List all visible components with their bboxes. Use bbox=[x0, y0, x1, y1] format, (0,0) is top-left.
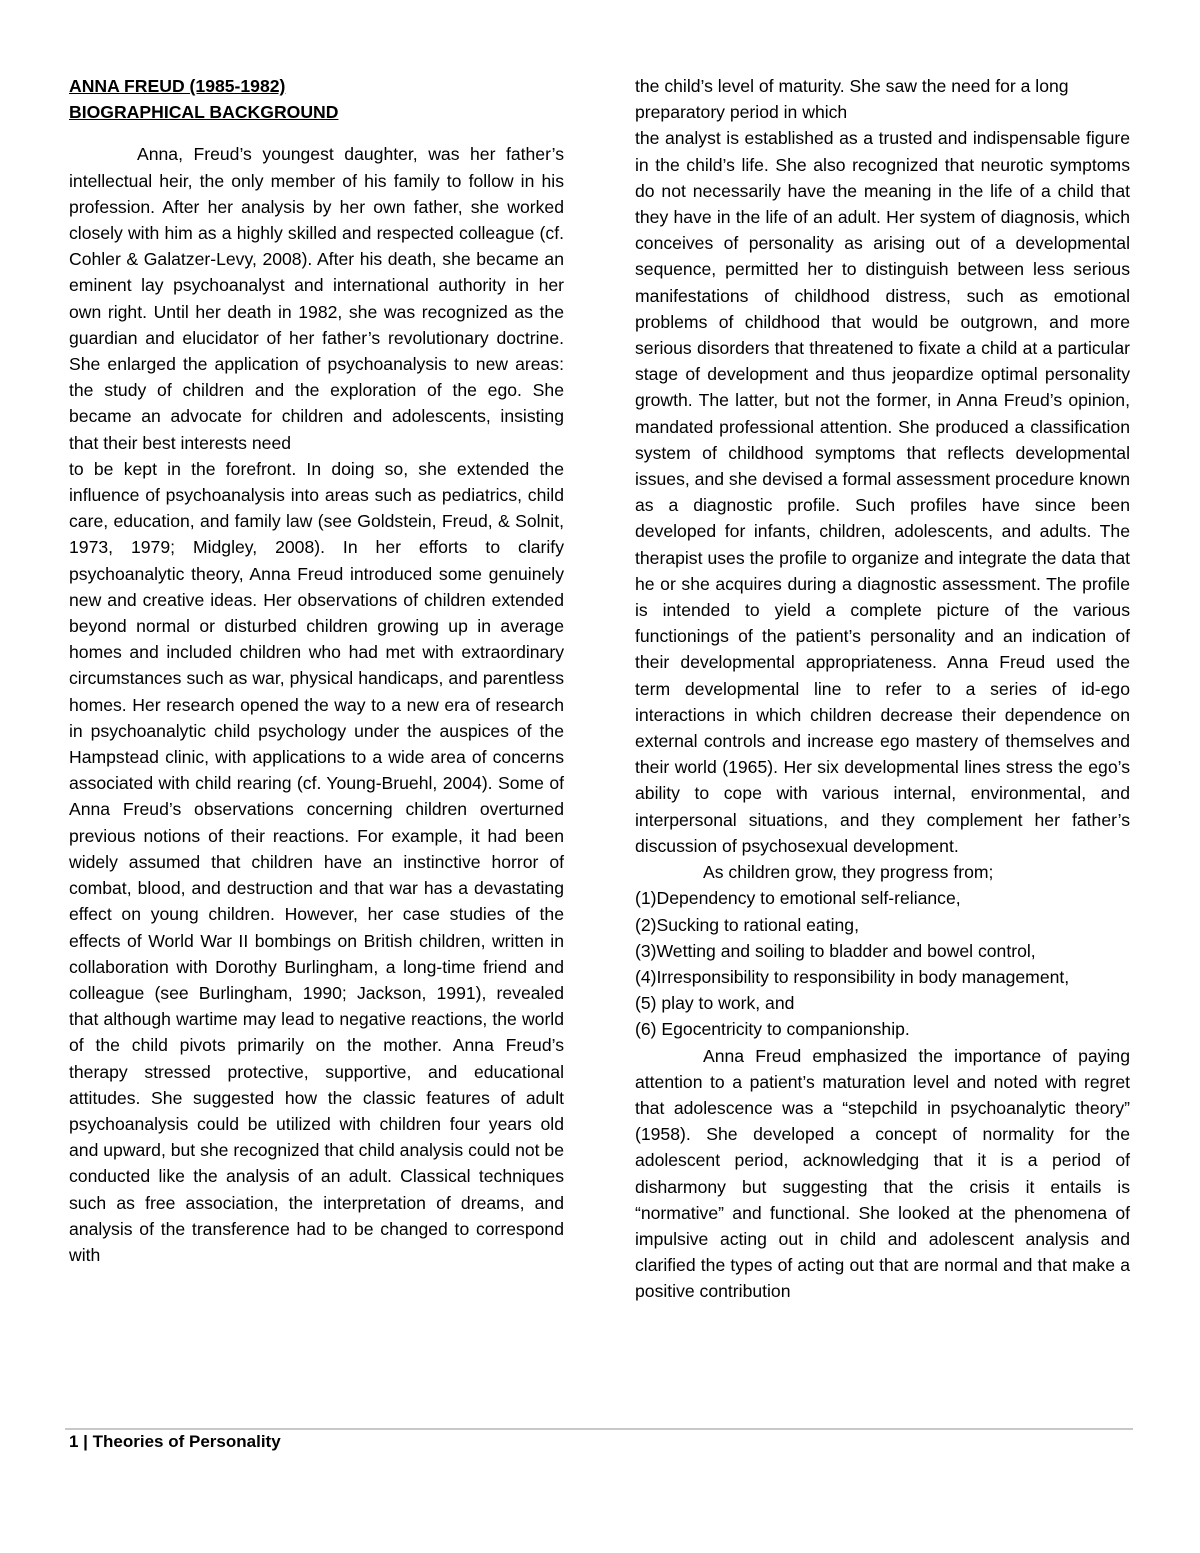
left-paragraph-2: to be kept in the forefront. In doing so, she extended the influence of psychoanalysis into areas such as pediatrics, child care, education, and family law (see Goldstein, Freud, & Solnit, 1973, 1979; Midgley, 2008). In her efforts to clarify psychoanalytic theory, Anna Freud introduced some genuinely new and creative ideas. Her observations of children extended beyond normal or disturbed children growing up in average homes and included children who had met with extraordinary circumstances such as war, physical handicaps, and parentless homes. Her research opened the way to a new era of research in psychoanalytic child psychology under the auspices of the Hampstead clinic, with applications to a wide area of concerns associated with child rearing (cf. Young-Bruehl, 2004). Some of Anna Freud’s observations concerning children overturned previous notions of their reactions. For example, it had been widely assumed that children have an instinctive horror of combat, blood, and destruction and that war has a devastating effect on young children. However, her case studies of the effects of World War II bombings on British children, written in collaboration with Dorothy Burlingham, a long-time friend and colleague (see Burlingham, 1990; Jackson, 1991), revealed that although wartime may lead to negative reactions, the world of the child pivots primarily on the mother. Anna Freud’s therapy stressed protective, supportive, and educational attitudes. She suggested how the classic features of adult psychoanalysis could be utilized with children four years old and upward, but she recognized that child analysis could not be conducted like the analysis of an adult. Classical techniques such as free association, the interpretation of dreams, and analysis of the transference had to be changed to correspond with bbox=[69, 458, 564, 1265]
left-paragraph-1: Anna, Freud’s youngest daughter, was her father’s intellectual heir, the only member of his family to follow in his profession. After her analysis by her own father, she worked closely with him as a highly skilled and respected colleague (cf. Cohler & Galatzer-Levy, 2008). After his death, she became an eminent lay psychoanalyst and international authority in her own right. Until her death in 1982, she was recognized as the guardian and elucidator of her father’s revolutionary doctrine. She enlarged the application of psychoanalysis to new areas: the study of children and the exploration of the ego. She became an advocate for children and adolescents, insisting that their best interests need bbox=[69, 144, 564, 453]
right-column bbox=[635, 73, 1130, 1305]
list-item: (6) Egocentricity to companionship. bbox=[635, 1019, 910, 1040]
page-footer: 1 | Theories of Personality bbox=[69, 1432, 281, 1451]
list-intro: As children grow, they progress from; bbox=[703, 862, 994, 883]
list-item: (4)Irresponsibility to responsibility in body management, bbox=[635, 966, 1070, 987]
footer-divider bbox=[65, 1428, 1133, 1430]
document-title: ANNA FREUD (1985-1982) bbox=[69, 76, 286, 96]
right-paragraph-3: Anna Freud emphasized the importance of paying attention to a patient’s maturation level and noted with regret that adolescence was a “stepchild in psychoanalytic theory” (1958). She developed a concept of normality for the adolescent period, acknowledging that it is a period of disharmony but suggesting that the crisis it entails is “normative” and functional. She looked at the phenomena of impulsive acting out in child and adolescent analysis and clarified the types of acting out that are normal and that make a positive contribution bbox=[635, 1045, 1130, 1302]
list-item: (1)Dependency to emotional self-reliance, bbox=[635, 888, 961, 909]
list-item: (3)Wetting and soiling to bladder and bowel control, bbox=[635, 940, 1036, 961]
list-item: (5) play to work, and bbox=[635, 993, 795, 1014]
section-heading: BIOGRAPHICAL BACKGROUND bbox=[69, 102, 339, 123]
left-column bbox=[69, 73, 564, 1268]
right-paragraph-2: the analyst is established as a trusted and indispensable figure in the child’s life. She also recognized that neurotic symptoms do not necessarily have the meaning in the life of a child that they have in the life of an adult. Her system of diagnosis, which conceives of personality as arising out of a developmental sequence, permitted her to distinguish between less serious manifestations of childhood distress, such as emotional problems of childhood that would be outgrown, and more serious disorders that threatened to fixate a child at a particular stage of development and thus jeopardize optimal personality growth. The latter, but not the former, in Anna Freud’s opinion, mandated professional attention. She produced a classification system of childhood symptoms that reflects developmental issues, and she devised a formal assessment procedure known as a diagnostic profile. Such profiles have since been developed for infants, children, adolescents, and adults. The therapist uses the profile to organize and integrate the data that he or she acquires during a diagnostic assessment. The profile is intended to yield a complete picture of the various functionings of the patient’s personality and an indication of their developmental appropriateness. Anna Freud used the term developmental line to refer to a series of id-ego interactions in which children decrease their dependence on external controls and increase ego mastery of themselves and their world (1965). Her six developmental lines stress the ego’s ability to cope with various internal, environmental, and interpersonal situations, and they complement her father’s discussion of psychosexual development. bbox=[635, 128, 1130, 856]
list-item: (2)Sucking to rational eating, bbox=[635, 914, 859, 935]
right-paragraph-1: the child’s level of maturity. She saw the need for a long preparatory period in which bbox=[635, 76, 1069, 123]
